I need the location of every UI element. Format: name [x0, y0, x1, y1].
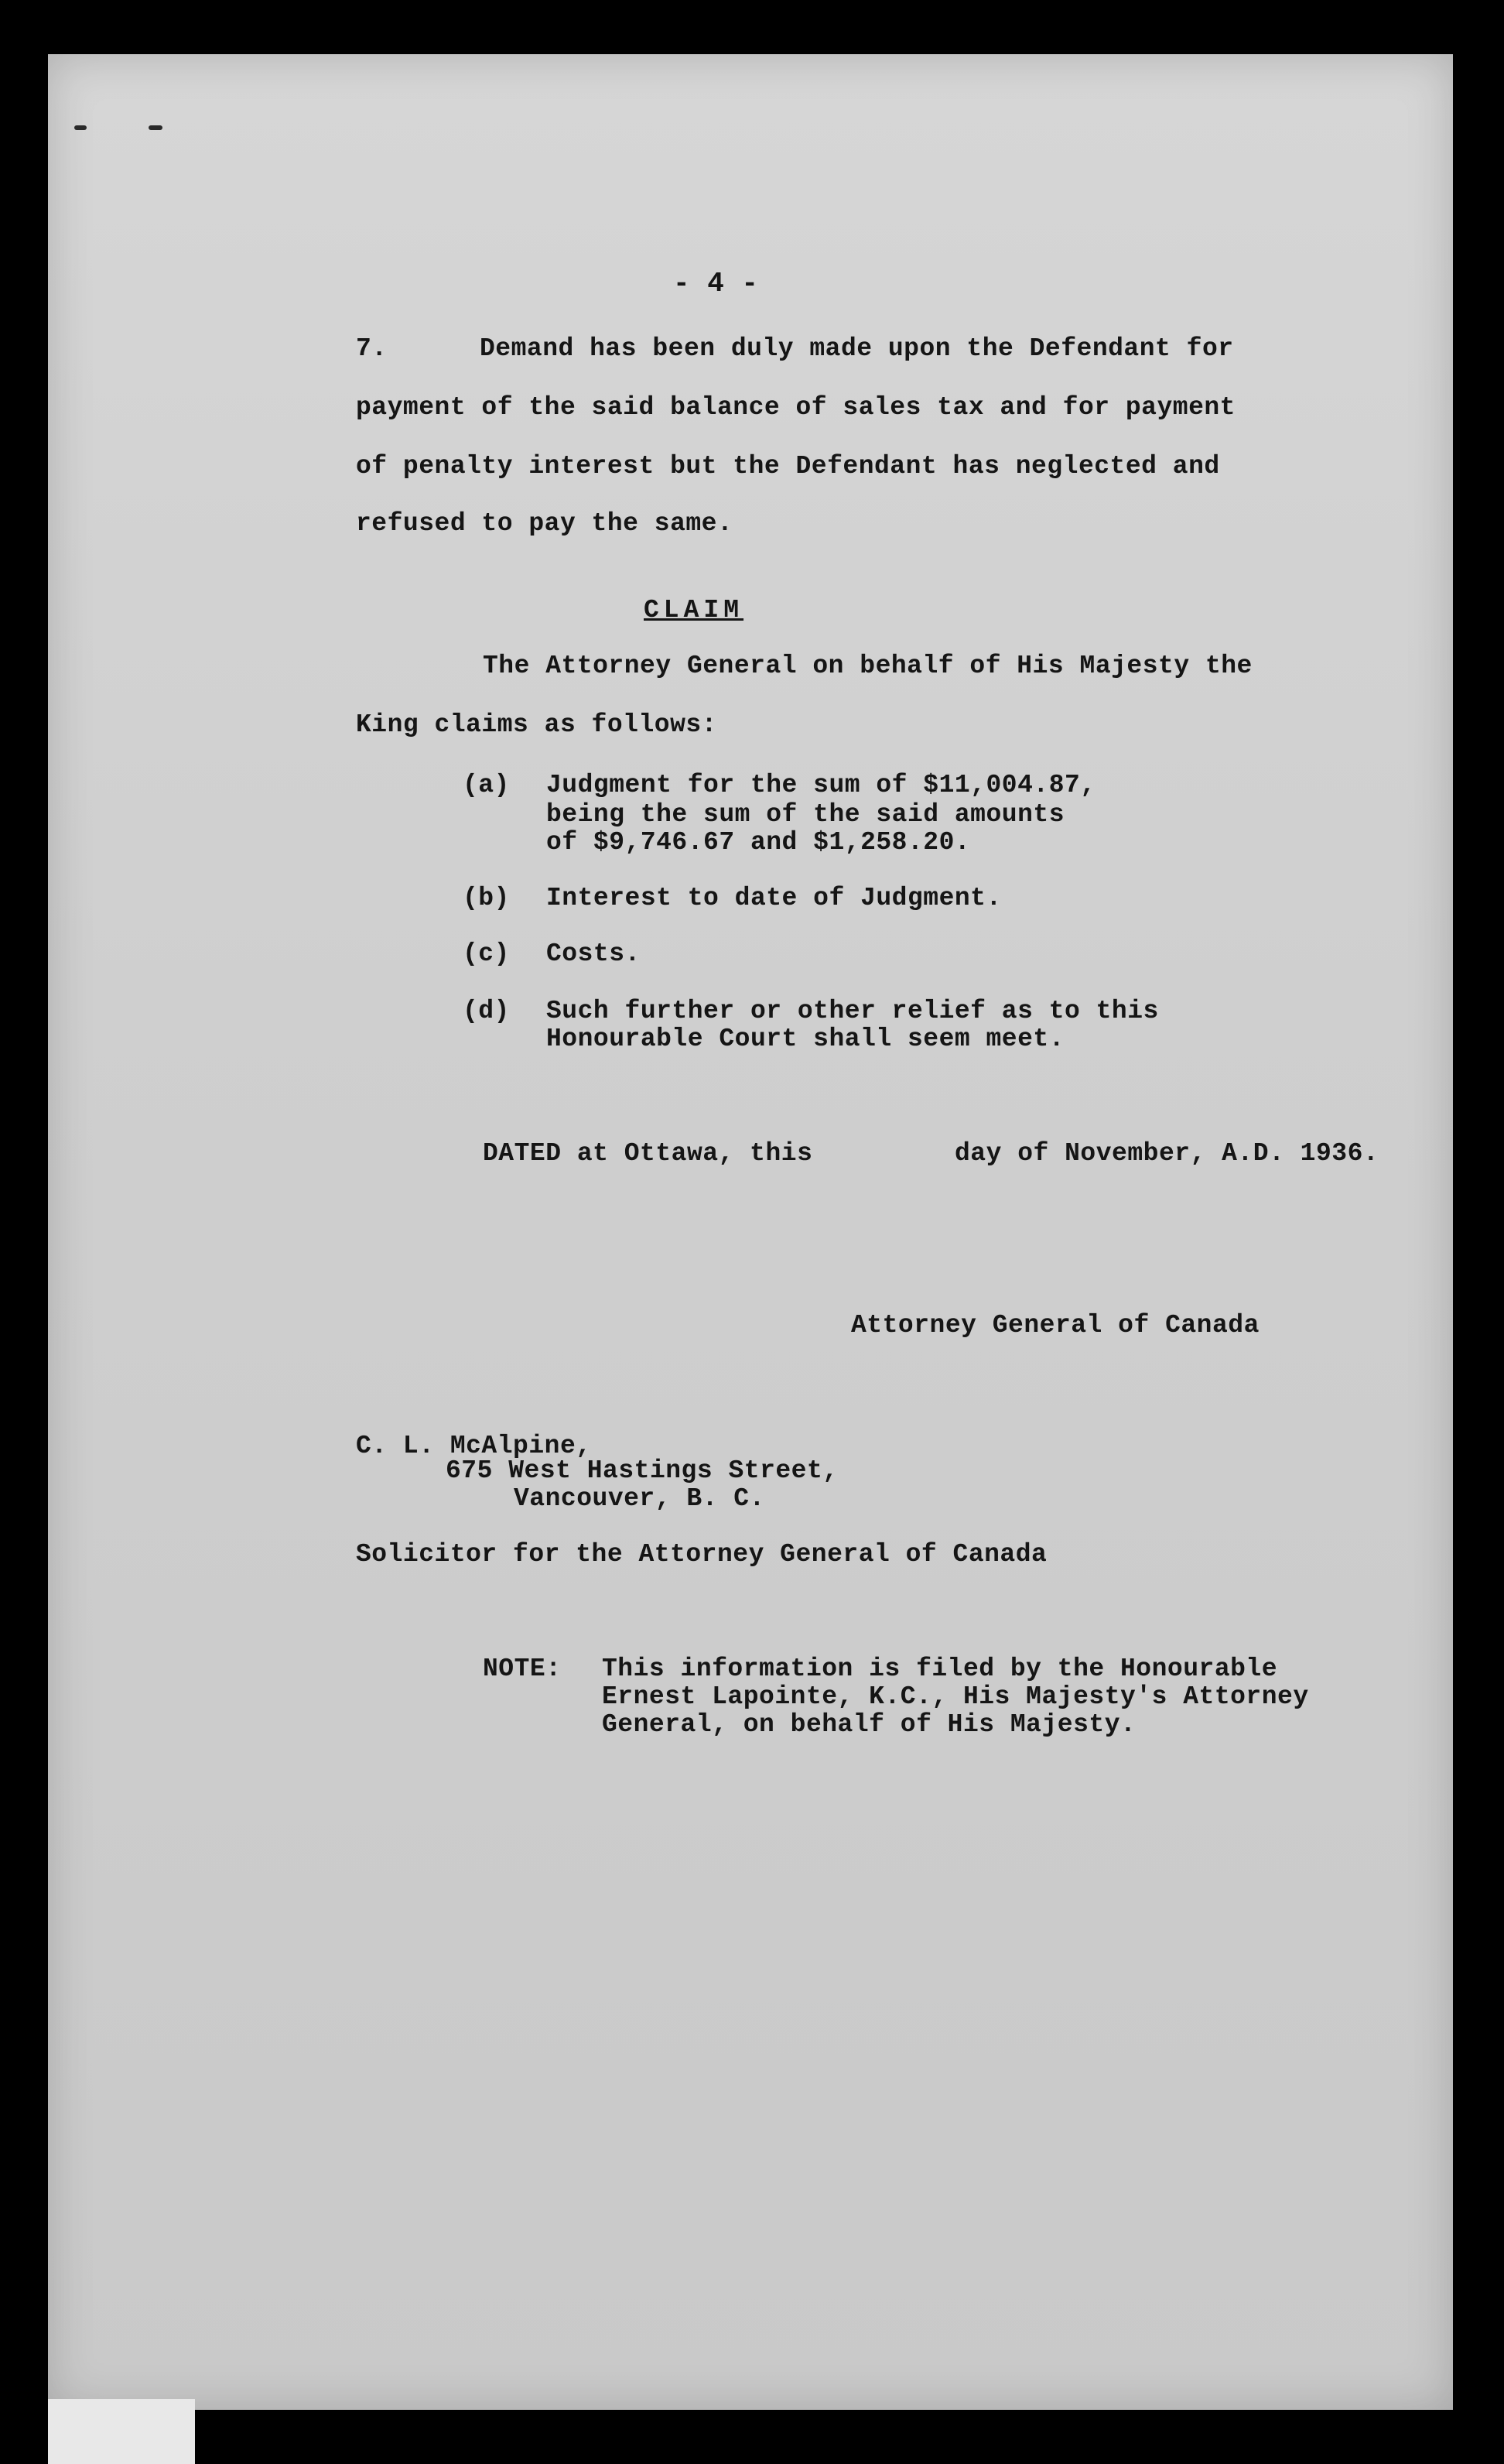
paragraph-line: refused to pay the same. [356, 509, 733, 538]
solicitor-address-line: 675 West Hastings Street, [446, 1456, 839, 1485]
dated-line-left: DATED at Ottawa, this [483, 1139, 813, 1168]
stray-mark-1 [74, 125, 87, 130]
claim-item-line: Honourable Court shall seem meet. [546, 1025, 1065, 1053]
claim-item-label: (b) [463, 884, 510, 912]
claim-item-label: (c) [463, 939, 510, 968]
paragraph-line: of penalty interest but the Defendant has neglected and [356, 452, 1220, 481]
claim-item-line: Judgment for the sum of $11,004.87, [546, 771, 1096, 799]
note-line: This information is filed by the Honourable [602, 1655, 1278, 1683]
note-label: NOTE: [483, 1655, 562, 1683]
paragraph-line: payment of the said balance of sales tax and for payment [356, 393, 1236, 422]
signatory: Attorney General of Canada [851, 1311, 1260, 1340]
claim-item-line: being the sum of the said amounts [546, 800, 1065, 829]
claim-heading: CLAIM [644, 596, 744, 625]
claim-item-line: Interest to date of Judgment. [546, 884, 1002, 912]
note-line: General, on behalf of His Majesty. [602, 1710, 1137, 1739]
solicitor-title: Solicitor for the Attorney General of Canada [356, 1540, 1048, 1569]
claim-item-line: of $9,746.67 and $1,258.20. [546, 828, 971, 857]
claim-item-label: (a) [463, 771, 510, 799]
claim-intro-line: King claims as follows: [356, 710, 717, 739]
solicitor-name: C. L. McAlpine, [356, 1432, 592, 1460]
claim-item-label: (d) [463, 997, 510, 1025]
claim-intro-line: The Attorney General on behalf of His Majesty the [483, 652, 1253, 680]
paragraph-line: Demand has been duly made upon the Defendant for [480, 334, 1234, 363]
paragraph-number: 7. [356, 334, 388, 363]
solicitor-address-line: Vancouver, B. C. [514, 1484, 765, 1513]
dated-line-right: day of November, A.D. 1936. [955, 1139, 1379, 1168]
claim-item-line: Costs. [546, 939, 641, 968]
claim-item-line: Such further or other relief as to this [546, 997, 1159, 1025]
note-line: Ernest Lapointe, K.C., His Majesty's Attorney [602, 1682, 1309, 1711]
stray-mark-2 [149, 125, 162, 130]
scan-edge-tab [48, 2399, 195, 2464]
page-number: - 4 - [673, 268, 759, 299]
